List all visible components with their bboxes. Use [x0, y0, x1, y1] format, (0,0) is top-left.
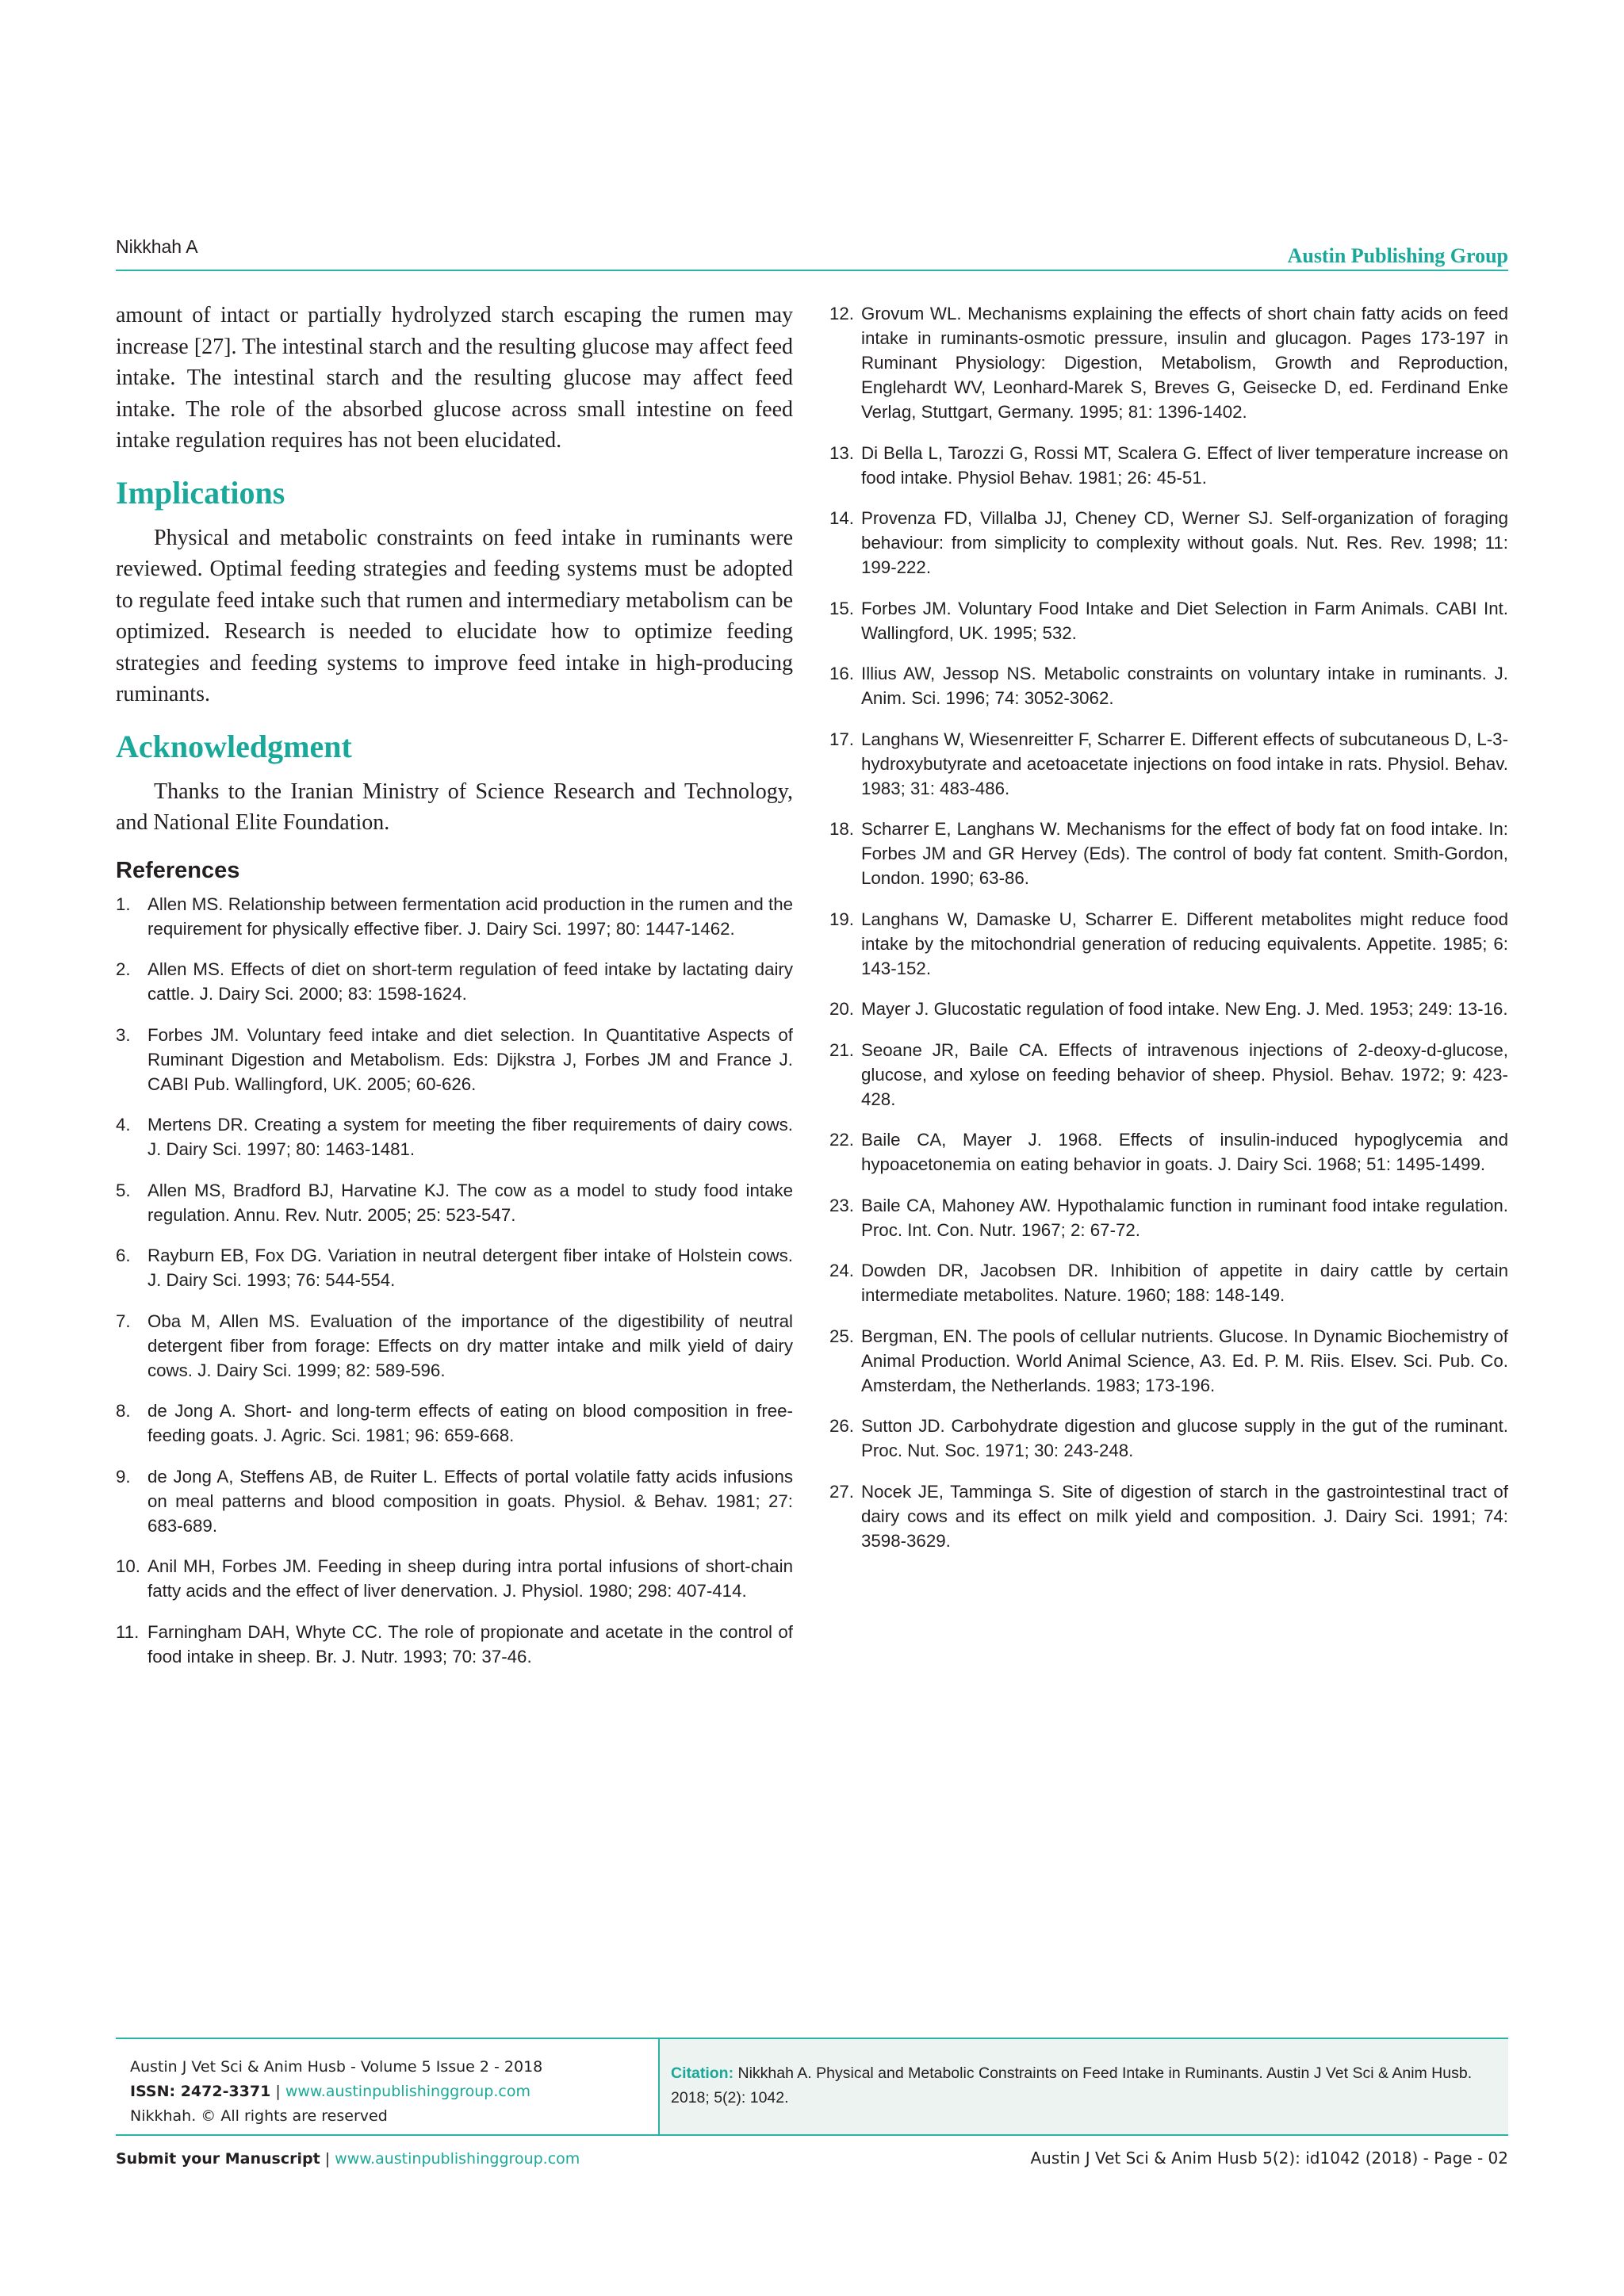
reference-text: Oba M, Allen MS. Evaluation of the importance of the digestibility of neutral detergent fiber from forage: Effects on dry matter intake and milk yield of dairy cows. J. Dairy Sci. 1999; 82: 589-596.	[147, 1311, 793, 1380]
issn-separator: |	[270, 2083, 285, 2100]
reference-text: Langhans W, Wiesenreitter F, Scharrer E. Different effects of subcutaneous D, L-3-hydroxybutyrate and acetoacetate injections on food intake in rats. Physiol. Behav. 1983; 31: 483-486.	[861, 729, 1508, 798]
journal-website-link[interactable]: www.austinpublishinggroup.com	[285, 2083, 530, 2100]
reference-item	[829, 1324, 1508, 1398]
reference-item	[116, 1112, 793, 1161]
reference-number: 22.	[829, 1130, 854, 1150]
reference-item	[116, 1464, 793, 1538]
reference-text: Scharrer E, Langhans W. Mechanisms for the effect of body fat on food intake. In: Forbes JM and GR Hervey (Eds). The control of body fat content. Smith-Gordon, London. 1990; 63-86.	[861, 819, 1508, 888]
page-info: Austin J Vet Sci & Anim Husb 5(2): id1042 (2018) - Page - 02	[1030, 2149, 1508, 2168]
reference-text: Anil MH, Forbes JM. Feeding in sheep during intra portal infusions of short-chain fatty acids and the effect of liver denervation. J. Physiol. 1980; 298: 407-414.	[147, 1556, 793, 1601]
left-column	[116, 300, 793, 1685]
reference-text: Farningham DAH, Whyte CC. The role of propionate and acetate in the control of food intake in sheep. Br. J. Nutr. 1993; 70: 37-46.	[147, 1621, 793, 1667]
acknowledgment-paragraph: Thanks to the Iranian Ministry of Science Research and Technology, and National Elite Foundation.	[116, 779, 793, 835]
references-list-right	[829, 301, 1508, 1553]
reference-text: Allen MS. Effects of diet on short-term regulation of feed intake by lactating dairy cattle. J. Dairy Sci. 2000; 83: 1598-1624.	[147, 959, 793, 1004]
reference-item	[116, 1023, 793, 1096]
reference-number: 6.	[116, 1246, 131, 1265]
reference-item	[829, 1038, 1508, 1112]
reference-text: Langhans W, Damaske U, Scharrer E. Different metabolites might reduce food intake by the mitochondrial generation of reducing equivalents. Appetite. 1985; 6: 143-152.	[861, 909, 1508, 978]
reference-number: 15.	[829, 598, 854, 618]
citation-box	[660, 2039, 1508, 2134]
reference-text: Di Bella L, Tarozzi G, Rossi MT, Scalera G. Effect of liver temperature increase on food intake. Physiol Behav. 1981; 26: 45-51.	[861, 442, 1508, 488]
reference-number: 12.	[829, 304, 854, 323]
reference-item	[829, 661, 1508, 710]
reference-text: Seoane JR, Baile CA. Effects of intravenous injections of 2-deoxy-d-glucose, glucose, and xylose on feeding behavior of sheep. Physiol. Behav. 1972; 9: 423-428.	[861, 1039, 1508, 1109]
right-column	[829, 301, 1508, 1569]
reference-text: Allen MS. Relationship between fermentation acid production in the rumen and the requirement for physically effective fiber. J. Dairy Sci. 1997; 80: 1447-1462.	[147, 894, 793, 939]
issn-line	[130, 2080, 642, 2104]
reference-number: 24.	[829, 1261, 854, 1280]
reference-item	[116, 1620, 793, 1669]
reference-item	[829, 1414, 1508, 1463]
reference-item	[829, 727, 1508, 801]
reference-number: 14.	[829, 508, 854, 528]
issn-label: ISSN: 2472-3371	[130, 2083, 271, 2100]
intro-paragraph: amount of intact or partially hydrolyzed starch escaping the rumen may increase [27]. The intestinal starch and the resulting glucose may affect feed intake. The intestinal starch and the resulting glucose may affect feed intake. The role of the absorbed glucose across small intestine on feed intake regulation requires has not been elucidated.	[116, 303, 793, 453]
reference-text: Grovum WL. Mechanisms explaining the effects of short chain fatty acids on feed intake in ruminants-osmotic pressure, insulin and glucagon. Pages 173-197 in Ruminant Physiology: Digestion, Metabolism, Growth and Reproduction, Englehardt WV, Leonhard-Marek S, Breves G, Geisecke D, ed. Ferdinand Enke Verlag, Stuttgart, Germany. 1995; 81: 1396-1402.	[861, 304, 1508, 422]
footer-info-box	[116, 2038, 1508, 2136]
reference-number: 3.	[116, 1024, 131, 1045]
reference-number: 4.	[116, 1115, 131, 1135]
reference-number: 10.	[116, 1556, 140, 1576]
reference-number: 11.	[116, 1621, 140, 1642]
reference-number: 27.	[829, 1481, 854, 1502]
reference-item	[829, 817, 1508, 890]
reference-item	[829, 441, 1508, 490]
reference-text: Bergman, EN. The pools of cellular nutrients. Glucose. In Dynamic Biochemistry of Animal Production. World Animal Science, A3. Ed. P. M. Riis. Elsev. Sci. Pub. Co. Amsterdam, the Netherlands. 1983; 173-196.	[861, 1326, 1508, 1395]
reference-number: 16.	[829, 664, 854, 683]
reference-number: 26.	[829, 1416, 854, 1436]
reference-number: 8.	[116, 1401, 131, 1421]
reference-item	[829, 1193, 1508, 1242]
reference-text: Allen MS, Bradford BJ, Harvatine KJ. The cow as a model to study food intake regulation. Annu. Rev. Nutr. 2005; 25: 523-547.	[147, 1180, 793, 1225]
reference-number: 18.	[829, 819, 854, 839]
reference-number: 13.	[829, 442, 854, 463]
copyright-line: Nikkhah. © All rights are reserved	[130, 2107, 388, 2125]
journal-volume-line: Austin J Vet Sci & Anim Husb - Volume 5 Issue 2 - 2018	[130, 2058, 543, 2076]
reference-item	[829, 1127, 1508, 1177]
reference-item	[829, 907, 1508, 981]
reference-text: Rayburn EB, Fox DG. Variation in neutral detergent fiber intake of Holstein cows. J. Dairy Sci. 1993; 76: 544-554.	[147, 1246, 793, 1290]
reference-number: 9.	[116, 1466, 131, 1487]
submit-manuscript	[116, 2150, 580, 2168]
implications-heading: Implications	[116, 474, 285, 511]
reference-item	[116, 892, 793, 941]
reference-item	[116, 1399, 793, 1448]
reference-number: 21.	[829, 1039, 854, 1060]
reference-number: 19.	[829, 909, 854, 929]
reference-text: Sutton JD. Carbohydrate digestion and glucose supply in the gut of the ruminant. Proc. Nut. Soc. 1971; 30: 243-248.	[861, 1416, 1508, 1460]
header-divider	[116, 270, 1508, 271]
reference-item	[829, 301, 1508, 424]
reference-item	[829, 506, 1508, 580]
reference-item	[116, 1243, 793, 1292]
reference-number: 25.	[829, 1326, 854, 1346]
reference-number: 2.	[116, 959, 131, 979]
reference-item	[829, 997, 1508, 1021]
reference-text: Forbes JM. Voluntary feed intake and diet selection. In Quantitative Aspects of Ruminant Digestion and Metabolism. Eds: Dijkstra J, Forbes JM and France J. CABI Pub. Wallingford, UK. 2005; 60-626.	[147, 1024, 793, 1094]
reference-item	[116, 1554, 793, 1603]
acknowledgment-heading: Acknowledgment	[116, 728, 352, 764]
reference-number: 7.	[116, 1311, 131, 1331]
reference-text: Forbes JM. Voluntary Food Intake and Diet Selection in Farm Animals. CABI Int. Wallingford, UK. 1995; 532.	[861, 598, 1508, 643]
reference-item	[116, 1309, 793, 1383]
reference-number: 17.	[829, 729, 854, 749]
reference-item	[116, 957, 793, 1006]
references-list-left	[116, 892, 793, 1669]
journal-info	[116, 2039, 660, 2134]
implications-paragraph: Physical and metabolic constraints on feed intake in ruminants were reviewed. Optimal feeding strategies and feeding systems must be adopted to regulate feed intake such that rumen and intermediary metabolism can be optimized. Research is needed to elucidate how to optimize feeding strategies and feeding systems to improve feed intake in high-producing ruminants.	[116, 525, 793, 706]
publisher-name: Austin Publishing Group	[1287, 244, 1508, 267]
submit-link[interactable]: www.austinpublishinggroup.com	[335, 2150, 580, 2168]
reference-text: de Jong A. Short- and long-term effects of eating on blood composition in free-feeding goats. J. Agric. Sci. 1981; 96: 659-668.	[147, 1401, 793, 1445]
reference-text: Dowden DR, Jacobsen DR. Inhibition of appetite in dairy cattle by certain intermediate metabolites. Nature. 1960; 188: 148-149.	[861, 1261, 1508, 1305]
reference-text: Mertens DR. Creating a system for meeting the fiber requirements of dairy cows. J. Dairy Sci. 1997; 80: 1463-1481.	[147, 1115, 793, 1159]
references-heading: References	[116, 857, 240, 883]
reference-text: Nocek JE, Tamminga S. Site of digestion of starch in the gastrointestinal tract of dairy cows and its effect on milk yield and composition. J. Dairy Sci. 1991; 74: 3598-3629.	[861, 1481, 1508, 1551]
reference-item	[116, 1178, 793, 1227]
reference-item	[829, 596, 1508, 645]
reference-text: Baile CA, Mayer J. 1968. Effects of insulin-induced hypoglycemia and hypoacetonemia on eating behavior in goats. J. Dairy Sci. 1968; 51: 1495-1499.	[861, 1130, 1508, 1174]
reference-text: Baile CA, Mahoney AW. Hypothalamic function in ruminant food intake regulation. Proc. Int. Con. Nutr. 1967; 2: 67-72.	[861, 1195, 1508, 1240]
reference-item	[829, 1258, 1508, 1307]
reference-text: Illius AW, Jessop NS. Metabolic constraints on voluntary intake in ruminants. J. Anim. Sci. 1996; 74: 3052-3062.	[861, 664, 1508, 708]
reference-number: 23.	[829, 1195, 854, 1215]
running-head-author: Nikkhah A	[116, 236, 198, 257]
submit-separator: |	[320, 2150, 335, 2168]
reference-text: de Jong A, Steffens AB, de Ruiter L. Effects of portal volatile fatty acids infusions on meal patterns and blood composition in goats. Physiol. & Behav. 1981; 27: 683-689.	[147, 1466, 793, 1536]
reference-number: 5.	[116, 1180, 131, 1200]
reference-text: Mayer J. Glucostatic regulation of food intake. New Eng. J. Med. 1953; 249: 13-16.	[861, 999, 1508, 1019]
citation-text: Nikkhah A. Physical and Metabolic Constraints on Feed Intake in Ruminants. Austin J Vet Sci & Anim Husb. 2018; 5(2): 1042.	[671, 2064, 1473, 2107]
submit-label: Submit your Manuscript	[116, 2150, 320, 2168]
reference-text: Provenza FD, Villalba JJ, Cheney CD, Werner SJ. Self-organization of foraging behaviour: from simplicity to complexity without goals. Nut. Res. Rev. 1998; 11: 199-222.	[861, 508, 1508, 577]
reference-item	[829, 1479, 1508, 1553]
reference-number: 1.	[116, 894, 131, 914]
citation-label: Citation:	[671, 2064, 734, 2082]
reference-number: 20.	[829, 999, 854, 1019]
